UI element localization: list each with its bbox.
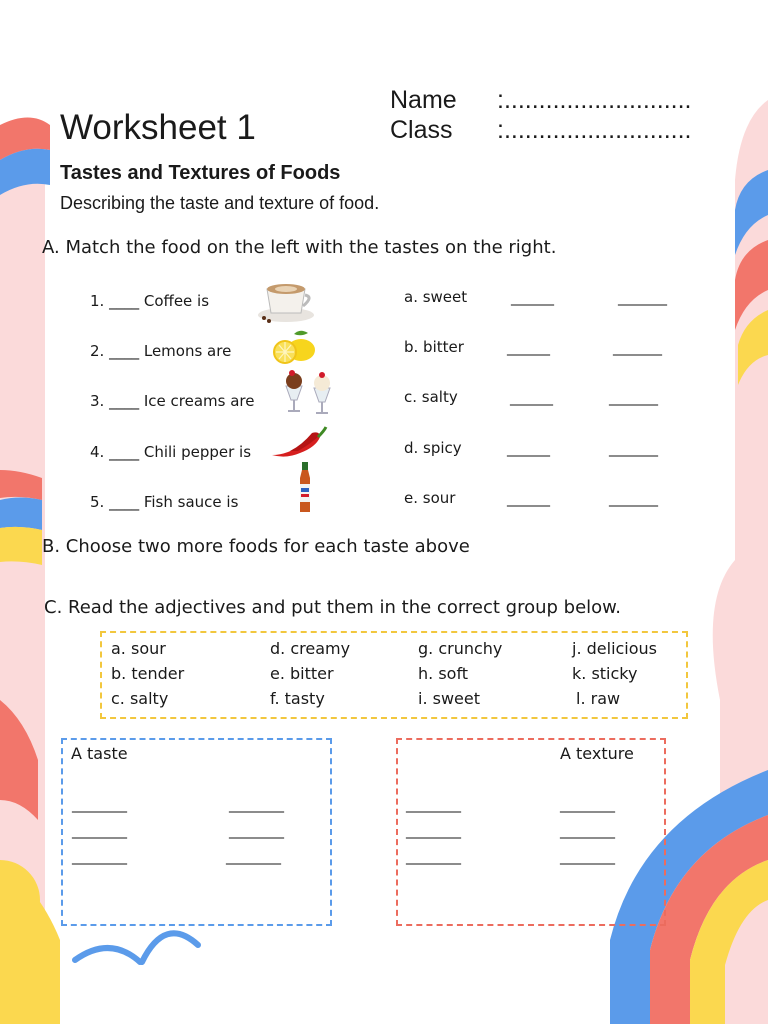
taste-option-bitter: b. bitter xyxy=(404,338,464,356)
chili-pepper-icon xyxy=(268,425,332,459)
answer-line[interactable]: _________ xyxy=(72,849,126,865)
section-b-instruction: B. Choose two more foods for each taste above xyxy=(42,536,470,557)
answer-blank[interactable]: _______ xyxy=(507,340,549,356)
answer-blank[interactable]: ________ xyxy=(613,340,661,356)
answer-blank[interactable]: ________ xyxy=(609,441,657,457)
adjective-item: l. raw xyxy=(576,689,621,708)
adjective-item: c. salty xyxy=(111,689,169,708)
answer-line[interactable]: _________ xyxy=(72,797,126,813)
lemon-icon xyxy=(268,328,318,364)
adjective-item: b. tender xyxy=(111,664,185,683)
name-label: Name xyxy=(390,86,457,114)
class-field[interactable]: :........................... xyxy=(497,116,692,144)
class-label: Class xyxy=(390,116,453,144)
worksheet-subtitle: Tastes and Textures of Foods xyxy=(60,162,341,184)
food-item-lemons[interactable]: 2. ____ Lemons are xyxy=(90,342,232,360)
answer-blank[interactable]: ________ xyxy=(618,290,666,306)
answer-blank[interactable]: _______ xyxy=(511,290,553,306)
answer-line[interactable]: _________ xyxy=(226,849,280,865)
fish-sauce-bottle-icon xyxy=(296,462,314,514)
adjective-item: a. sour xyxy=(111,639,166,658)
adjective-item: f. tasty xyxy=(270,689,325,708)
adjective-item: j. delicious xyxy=(572,639,658,658)
worksheet-title: Worksheet 1 xyxy=(60,108,256,147)
taste-option-spicy: d. spicy xyxy=(404,439,462,457)
adjective-item: i. sweet xyxy=(418,689,480,708)
adjective-item: h. soft xyxy=(418,664,469,683)
adjective-item: k. sticky xyxy=(572,664,638,683)
section-c-instruction: C. Read the adjectives and put them in the correct group below. xyxy=(44,597,621,618)
taste-option-sour: e. sour xyxy=(404,489,456,507)
answer-line[interactable]: _________ xyxy=(406,849,460,865)
texture-group-label: A texture xyxy=(560,744,634,763)
adjective-item: d. creamy xyxy=(270,639,351,658)
answer-line[interactable]: _________ xyxy=(72,823,126,839)
taste-option-salty: c. salty xyxy=(404,388,458,406)
taste-group-label: A taste xyxy=(71,744,128,763)
answer-line[interactable]: _________ xyxy=(406,823,460,839)
food-item-fish-sauce[interactable]: 5. ____ Fish sauce is xyxy=(90,493,239,511)
ice-cream-icon xyxy=(280,368,336,416)
coffee-cup-icon xyxy=(255,275,317,325)
answer-blank[interactable]: ________ xyxy=(609,390,657,406)
answer-blank[interactable]: ________ xyxy=(609,491,657,507)
taste-option-sweet: a. sweet xyxy=(404,288,468,306)
food-item-chili-pepper[interactable]: 4. ____ Chili pepper is xyxy=(90,443,252,461)
food-item-ice-creams[interactable]: 3. ____ Ice creams are xyxy=(90,392,255,410)
answer-blank[interactable]: _______ xyxy=(507,491,549,507)
section-a-instruction: A. Match the food on the left with the tastes on the right. xyxy=(42,237,557,258)
food-item-coffee[interactable]: 1. ____ Coffee is xyxy=(90,292,210,310)
answer-line[interactable]: _________ xyxy=(406,797,460,813)
answer-line[interactable]: _________ xyxy=(229,797,283,813)
answer-line[interactable]: _________ xyxy=(560,797,614,813)
adjective-item: g. crunchy xyxy=(418,639,503,658)
name-field[interactable]: :........................... xyxy=(497,86,692,114)
answer-line[interactable]: _________ xyxy=(560,823,614,839)
answer-line[interactable]: _________ xyxy=(229,823,283,839)
adjective-item: e. bitter xyxy=(270,664,334,683)
worksheet-description: Describing the taste and texture of food. xyxy=(60,193,380,213)
answer-blank[interactable]: _______ xyxy=(510,390,552,406)
answer-line[interactable]: _________ xyxy=(560,849,614,865)
answer-blank[interactable]: _______ xyxy=(507,441,549,457)
